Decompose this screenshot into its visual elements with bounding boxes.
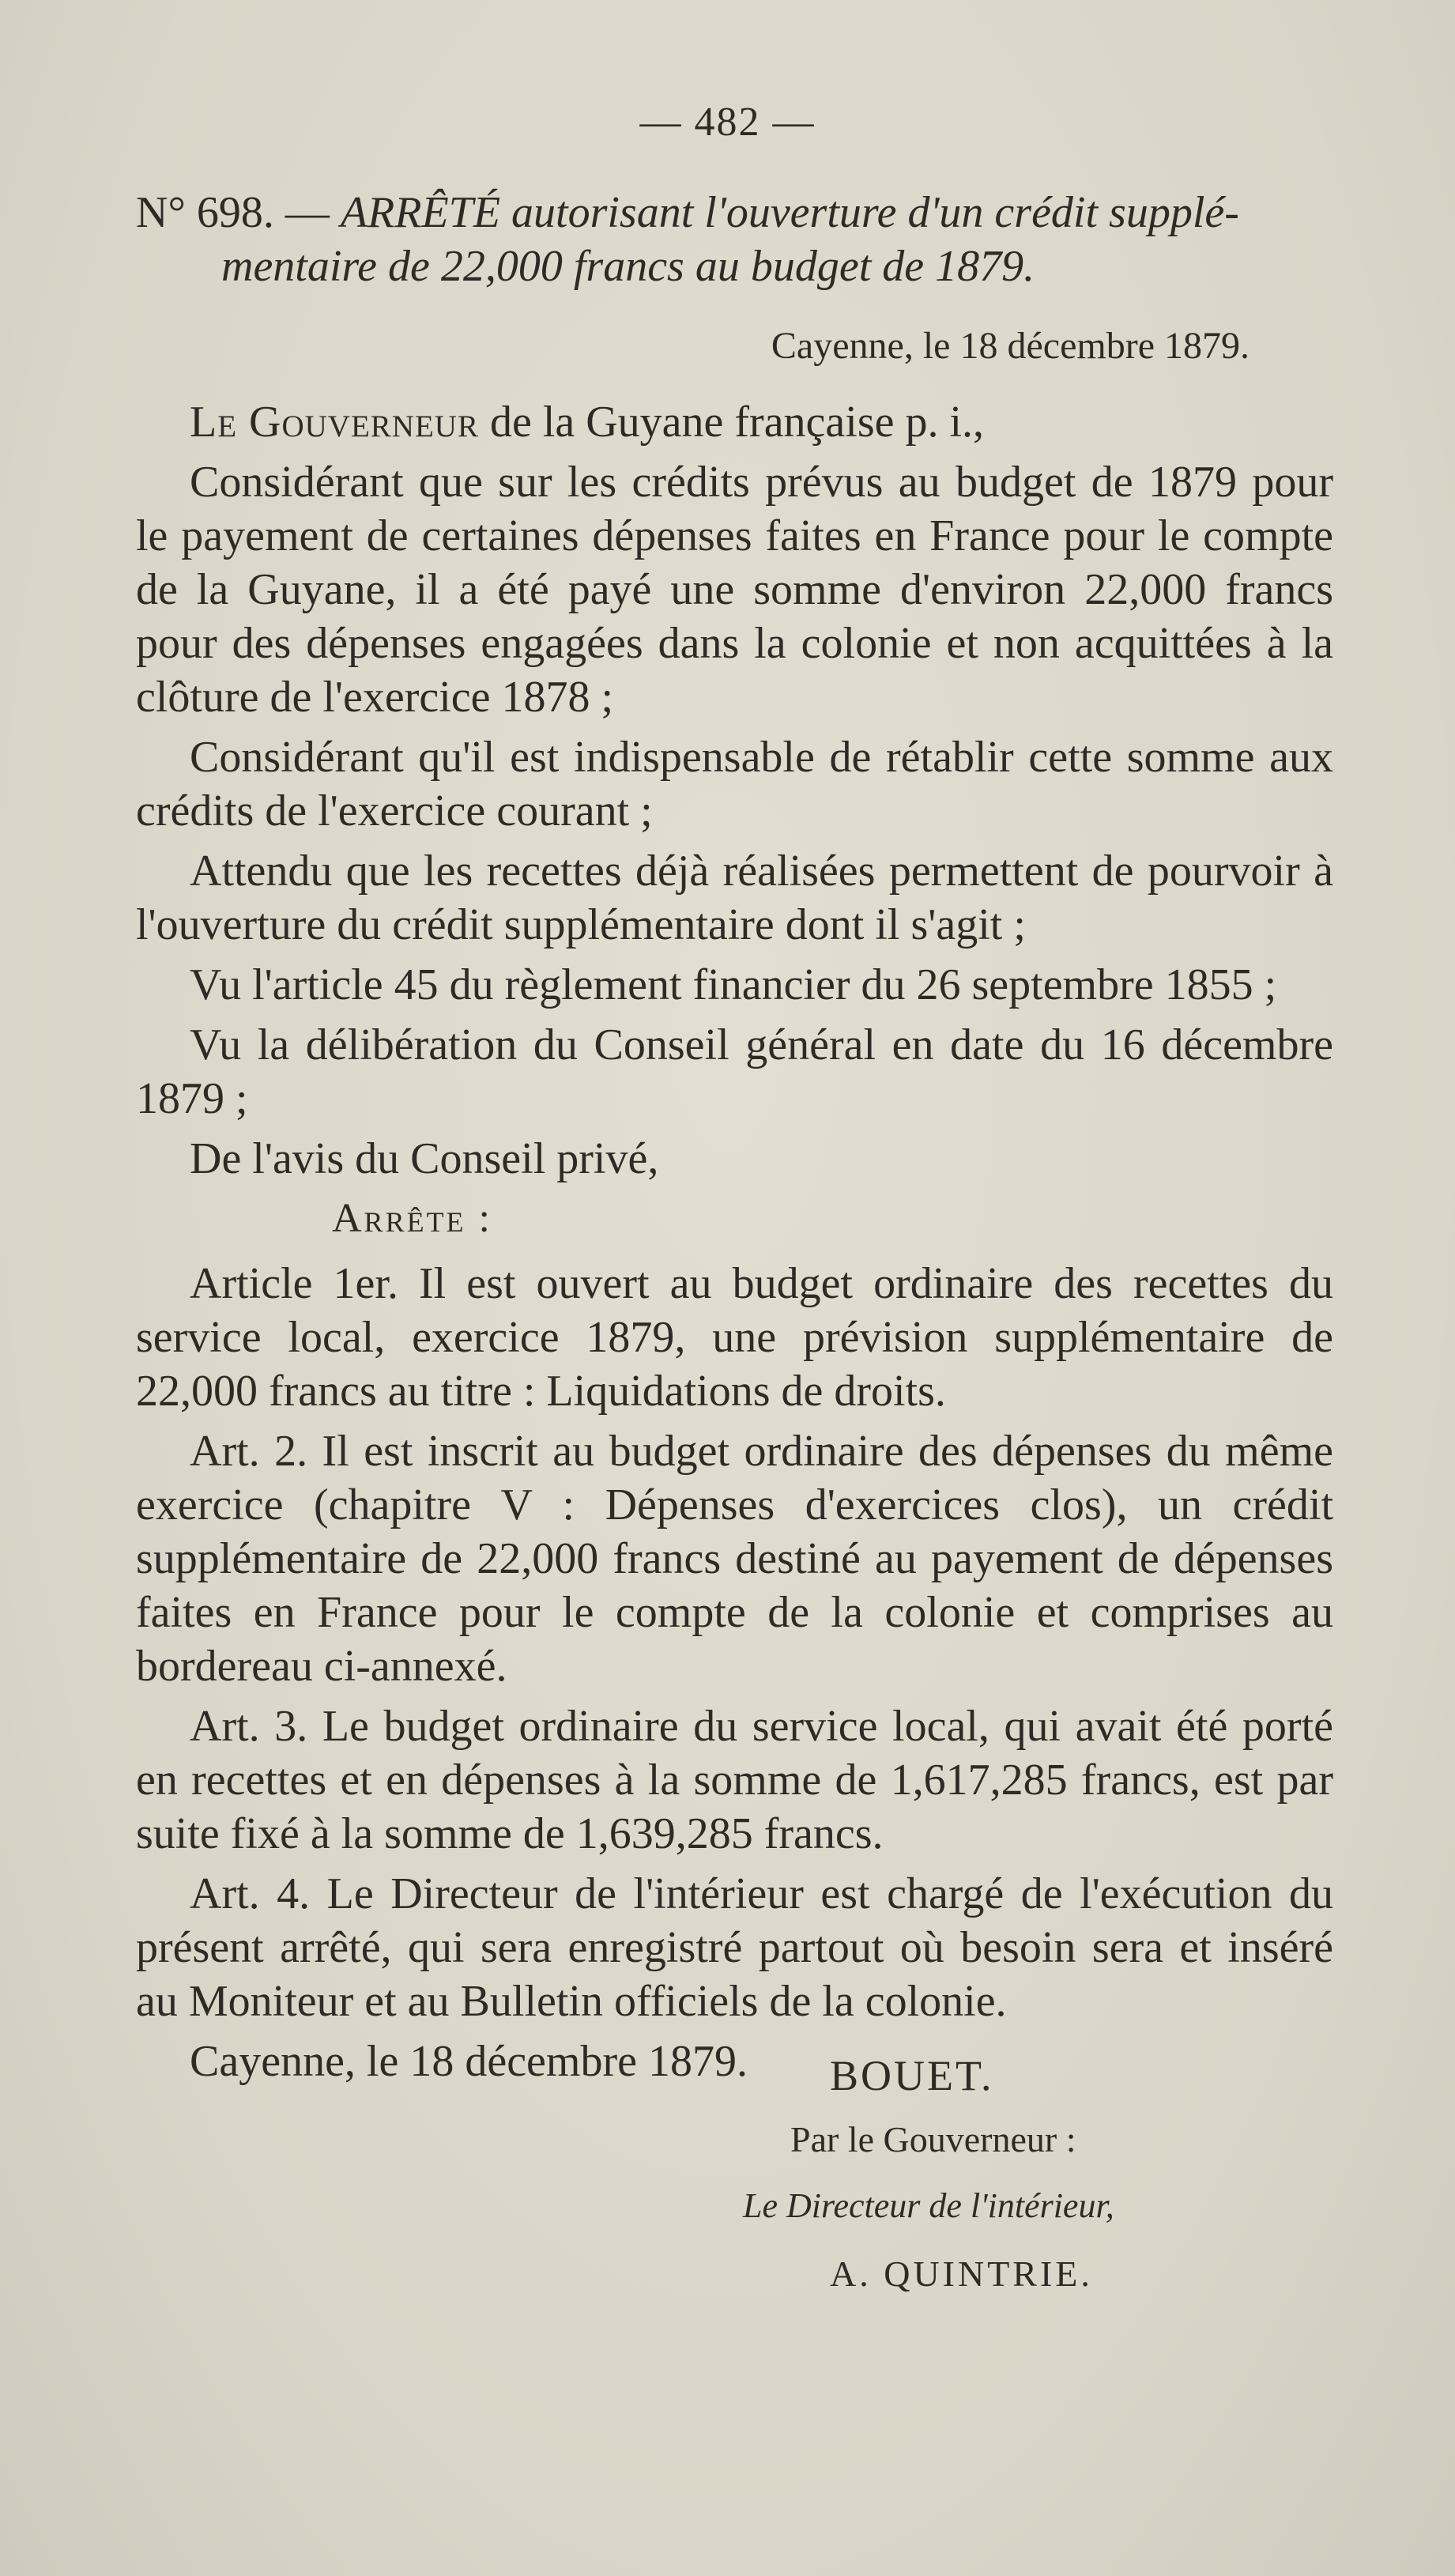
considerant-6: De l'avis du Conseil privé, xyxy=(190,1134,659,1183)
article-3: Art. 3. Le budget ordinaire du service local, qui avait été porté en recettes et en dépenses à la somme de 1,617,285 francs, est par suite fixé à la somme de 1,639,285 francs. xyxy=(136,1702,1333,1858)
page-number: — 482 — xyxy=(639,100,816,145)
preamble xyxy=(136,395,1333,449)
decree-number: N° 698. — xyxy=(136,188,330,237)
considerant-3: Attendu que les recettes déjà réalisées permettent de pourvoir à l'ouverture du crédit supplémentaire dont il s'agit ; xyxy=(136,847,1333,949)
preamble-rest: de la Guyane française p. i., xyxy=(478,398,985,447)
considerant-5: Vu la délibération du Conseil général en date du 16 décembre 1879 ; xyxy=(136,1020,1333,1123)
signatory-director-name: A. QUINTRIE. xyxy=(830,2254,1093,2294)
considerant-2: Considérant qu'il est indispensable de rétablir cette somme aux crédits de l'exercice courant ; xyxy=(136,733,1333,835)
article-1: Article 1er. Il est ouvert au budget ordinaire des recettes du service local, exercice 1879, une prévision supplémentaire de 22,000 francs au titre : Liquidations de droits. xyxy=(136,1259,1333,1416)
signatory-par: Par le Gouverneur : xyxy=(790,2119,1076,2159)
decree-title-line2: mentaire de 22,000 francs au budget de 1879. xyxy=(221,242,1035,291)
article-4: Art. 4. Le Directeur de l'intérieur est chargé de l'exécution du présent arrêté, qui sera enregistré partout où besoin sera et inséré au Moniteur et au Bulletin officiels de la colonie. xyxy=(136,1869,1333,2026)
article-2: Art. 2. Il est inscrit au budget ordinaire des dépenses du même exercice (chapitre V : Dépenses d'exercices clos), un crédit supplémentaire de 22,000 francs destiné au payement de dépenses faites en France pour le compte de la colonie et comprises au bordereau ci-annexé. xyxy=(136,1427,1333,1691)
preamble-title: Le Gouverneur xyxy=(190,398,479,447)
signatory-director-title: Le Directeur de l'intérieur, xyxy=(743,2186,1114,2225)
decree-body xyxy=(136,395,1333,2095)
arrete-label: Arrête : xyxy=(332,1196,492,1241)
signatory-name: BOUET. xyxy=(830,2052,994,2099)
considerant-4: Vu l'article 45 du règlement financier du 26 septembre 1855 ; xyxy=(190,960,1277,1009)
considerant-1: Considérant que sur les crédits prévus au budget de 1879 pour le payement de certaines dépenses faites en France pour le compte de la Guyane, il a été payé une somme d'environ 22,000 francs pour des dépenses engagées dans la colonie et non acquittées à la clôture de l'exercice 1878 ; xyxy=(136,458,1333,722)
dateline: Cayenne, le 18 décembre 1879. xyxy=(771,325,1250,367)
decree-heading xyxy=(136,186,1333,293)
decree-title-line1: ARRÊTÉ autorisant l'ouverture d'un crédit supplé- xyxy=(340,188,1239,237)
closing-date: Cayenne, le 18 décembre 1879. xyxy=(190,2037,748,2086)
